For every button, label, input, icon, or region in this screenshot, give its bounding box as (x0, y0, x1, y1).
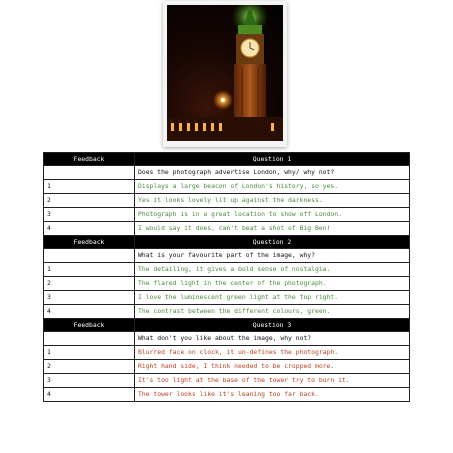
respondent-number: 4 (44, 305, 135, 319)
answer-text: Right hand side, I think needed to be cropped more. (135, 360, 410, 374)
answer-text: Yes it looks lovely lit up against the darkness. (135, 194, 410, 208)
respondent-number: 1 (44, 346, 135, 360)
respondent-number: 2 (44, 194, 135, 208)
respondent-number: 4 (44, 222, 135, 236)
answer-text: Blurred face on clock, it un-defines the photograph. (135, 346, 410, 360)
answer-row (44, 277, 410, 291)
answer-row (44, 374, 410, 388)
answer-row (44, 194, 410, 208)
section-header-row (44, 236, 410, 249)
feedback-column-header: Feedback (44, 319, 135, 332)
feedback-table (43, 152, 410, 402)
section-header-row (44, 319, 410, 332)
empty-cell (44, 249, 135, 263)
section-header-row (44, 153, 410, 166)
answer-text: Photograph is in a great location to show off London. (135, 208, 410, 222)
question-text: What don't you like about the image, why not? (135, 332, 410, 346)
answer-text: The tower looks like it's leaning too far back. (135, 388, 410, 402)
answer-text: The flared light in the center of the photograph. (135, 277, 410, 291)
big-ben-photo (167, 5, 283, 141)
empty-cell (44, 332, 135, 346)
answer-text: I love the luminescent green light at the top right. (135, 291, 410, 305)
question-text: Does the photograph advertise London, why/ why not? (135, 166, 410, 180)
answer-row (44, 388, 410, 402)
answer-text: Displays a large beacon of London's history, so yes. (135, 180, 410, 194)
answer-text: I would say it does, can't beat a shot of Big Ben! (135, 222, 410, 236)
respondent-number: 3 (44, 291, 135, 305)
respondent-number: 1 (44, 263, 135, 277)
question-column-header: Question 3 (135, 319, 410, 332)
question-row (44, 166, 410, 180)
question-row (44, 332, 410, 346)
answer-text: The detailing, it gives a bold sense of nostalgia. (135, 263, 410, 277)
feedback-column-header: Feedback (44, 153, 135, 166)
answer-row (44, 208, 410, 222)
question-column-header: Question 2 (135, 236, 410, 249)
answer-row (44, 263, 410, 277)
answer-text: It's too light at the base of the tower try to burn it. (135, 374, 410, 388)
respondent-number: 3 (44, 208, 135, 222)
respondent-number: 4 (44, 388, 135, 402)
respondent-number: 3 (44, 374, 135, 388)
answer-row (44, 346, 410, 360)
question-text: What is your favourite part of the image, why? (135, 249, 410, 263)
question-row (44, 249, 410, 263)
feedback-column-header: Feedback (44, 236, 135, 249)
respondent-number: 1 (44, 180, 135, 194)
answer-row (44, 360, 410, 374)
respondent-number: 2 (44, 360, 135, 374)
photo-frame (163, 1, 287, 147)
question-column-header: Question 1 (135, 153, 410, 166)
answer-row (44, 291, 410, 305)
empty-cell (44, 166, 135, 180)
answer-row (44, 305, 410, 319)
answer-row (44, 222, 410, 236)
answer-text: The contrast between the different colours, green. (135, 305, 410, 319)
respondent-number: 2 (44, 277, 135, 291)
answer-row (44, 180, 410, 194)
